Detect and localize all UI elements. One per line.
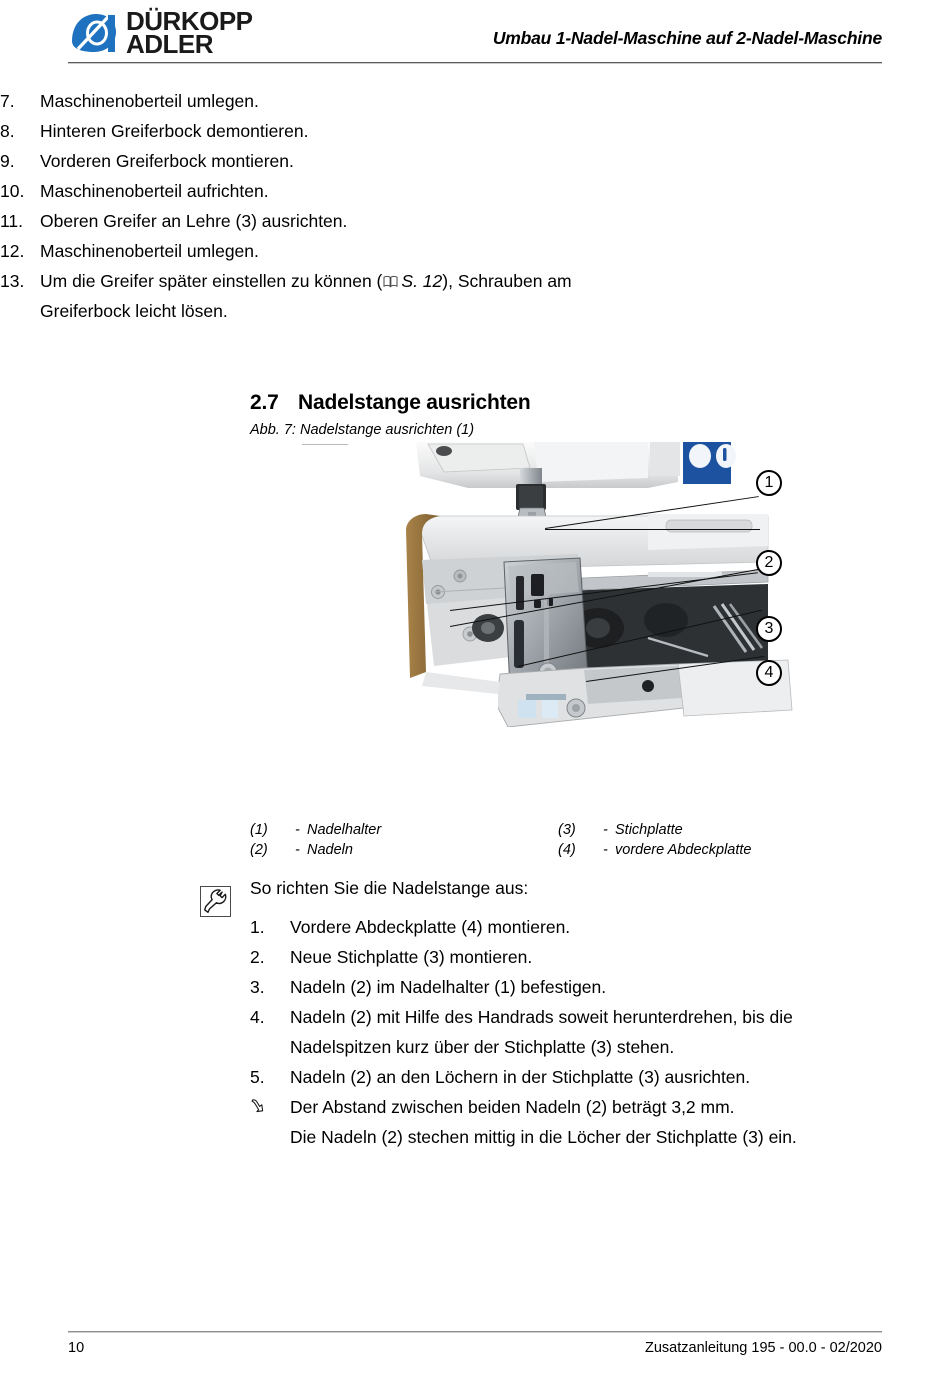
list-item xyxy=(0,86,640,116)
legend-dash: - xyxy=(603,822,608,838)
logo-line-1: DÜRKOPP xyxy=(126,6,253,36)
figure-nadelstange xyxy=(250,438,890,728)
legend-value: Stichplatte xyxy=(615,822,683,838)
durkopp-adler-logo-icon xyxy=(68,11,120,55)
result-note-line-1: Der Abstand zwischen beiden Nadeln (2) beträgt 3,2 mm. xyxy=(290,1097,735,1117)
list-item-text: Maschinenoberteil aufrichten. xyxy=(40,181,269,201)
list-item-number: 9. xyxy=(0,151,15,171)
legend-dash: - xyxy=(295,842,300,858)
list-item xyxy=(250,1002,890,1062)
wrench-icon-box xyxy=(200,886,231,917)
list-item-number: 5. xyxy=(250,1067,265,1087)
legend-item xyxy=(250,820,558,840)
list-item-number: 12. xyxy=(0,241,25,261)
list-item xyxy=(0,116,640,146)
list-item-number: 3. xyxy=(250,977,265,997)
legend-item xyxy=(558,840,890,860)
procedure-list-continued xyxy=(0,86,640,326)
hand-pointer-icon xyxy=(250,1098,267,1116)
list-item xyxy=(250,972,890,1002)
page-header xyxy=(0,0,950,70)
procedure-intro: So richten Sie die Nadelstange aus: xyxy=(250,878,529,898)
result-note-line-2: Die Nadeln (2) stechen mittig in die Löcher der Stichplatte (3) ein. xyxy=(290,1127,797,1147)
list-item xyxy=(0,206,640,236)
legend-key: (1) xyxy=(250,822,268,838)
legend-key: (2) xyxy=(250,842,268,858)
section-title: Nadelstange ausrichten xyxy=(298,391,531,415)
page-number: 10 xyxy=(68,1340,85,1356)
list-item-number: 8. xyxy=(0,121,15,141)
result-note-text xyxy=(290,1092,890,1152)
document-info: Zusatzanleitung 195 - 00.0 - 02/2020 xyxy=(645,1340,882,1356)
list-item xyxy=(0,236,640,266)
callout-4: 4 xyxy=(756,660,782,686)
callout-1: 1 xyxy=(756,470,782,496)
list-item xyxy=(0,266,640,326)
list-item-number: 13. xyxy=(0,271,25,291)
brand-wordmark xyxy=(126,6,253,59)
legend-key: (3) xyxy=(558,822,576,838)
list-item xyxy=(0,146,640,176)
result-note xyxy=(250,1092,890,1152)
list-item xyxy=(0,176,640,206)
figure-legend xyxy=(250,820,890,860)
section-heading xyxy=(250,391,531,415)
book-icon xyxy=(383,275,398,288)
list-item-text: Vordere Abdeckplatte (4) montieren. xyxy=(290,917,571,937)
header-title: Umbau 1-Nadel-Maschine auf 2-Nadel-Maschine xyxy=(492,28,882,48)
legend-value: Nadelhalter xyxy=(307,822,382,838)
callout-3: 3 xyxy=(756,616,782,642)
list-item-text: Maschinenoberteil umlegen. xyxy=(40,241,259,261)
figure-caption: Abb. 7: Nadelstange ausrichten (1) xyxy=(250,422,475,438)
list-item-text xyxy=(40,266,640,326)
list-item-number: 11. xyxy=(0,211,24,231)
wrench-icon xyxy=(201,887,230,916)
result-marker xyxy=(250,1092,290,1122)
legend-dash: - xyxy=(603,842,608,858)
legend-item xyxy=(250,840,558,860)
cross-reference-text-before: Um die Greifer später einstellen zu können ( xyxy=(40,271,383,291)
list-item-number: 1. xyxy=(250,917,265,937)
procedure-steps xyxy=(250,912,890,1152)
list-item-text: Vorderen Greiferbock montieren. xyxy=(40,151,294,171)
cross-reference-page[interactable]: S. 12 xyxy=(401,271,443,291)
list-item-text: Nadeln (2) im Nadelhalter (1) befestigen. xyxy=(290,977,607,997)
legend-value: Nadeln xyxy=(307,842,353,858)
callout-2: 2 xyxy=(756,550,782,576)
list-item xyxy=(250,942,890,972)
list-item-text: Nadeln (2) mit Hilfe des Handrads soweit herunterdrehen, bis die Nadelspitzen kurz über der Stichplatte (3) stehen. xyxy=(290,1007,793,1057)
list-item-text: Hinteren Greiferbock demontieren. xyxy=(40,121,309,141)
list-item-text: Nadeln (2) an den Löchern in der Stichplatte (3) ausrichten. xyxy=(290,1067,751,1087)
header-divider xyxy=(68,62,882,64)
list-item-number: 2. xyxy=(250,947,265,967)
brand-logo xyxy=(68,6,253,59)
footer-divider xyxy=(68,1331,882,1333)
leader-line-1 xyxy=(545,529,760,530)
legend-value: vordere Abdeckplatte xyxy=(615,842,752,858)
list-item xyxy=(250,1062,890,1092)
list-item-number: 4. xyxy=(250,1007,265,1027)
legend-key: (4) xyxy=(558,842,576,858)
list-item-text: Oberen Greifer an Lehre (3) ausrichten. xyxy=(40,211,348,231)
cross-reference-text-after: ), Schrauben am Greiferbock leicht lösen. xyxy=(40,271,572,321)
section-number: 2.7 xyxy=(250,391,279,415)
logo-line-2: ADLER xyxy=(126,29,214,59)
list-item-number: 10. xyxy=(0,181,25,201)
list-item xyxy=(250,912,890,942)
legend-dash: - xyxy=(295,822,300,838)
list-item-number: 7. xyxy=(0,91,15,111)
list-item-text: Maschinenoberteil umlegen. xyxy=(40,91,259,111)
main-content xyxy=(0,86,950,1147)
legend-item xyxy=(558,820,890,840)
list-item-text: Neue Stichplatte (3) montieren. xyxy=(290,947,533,967)
